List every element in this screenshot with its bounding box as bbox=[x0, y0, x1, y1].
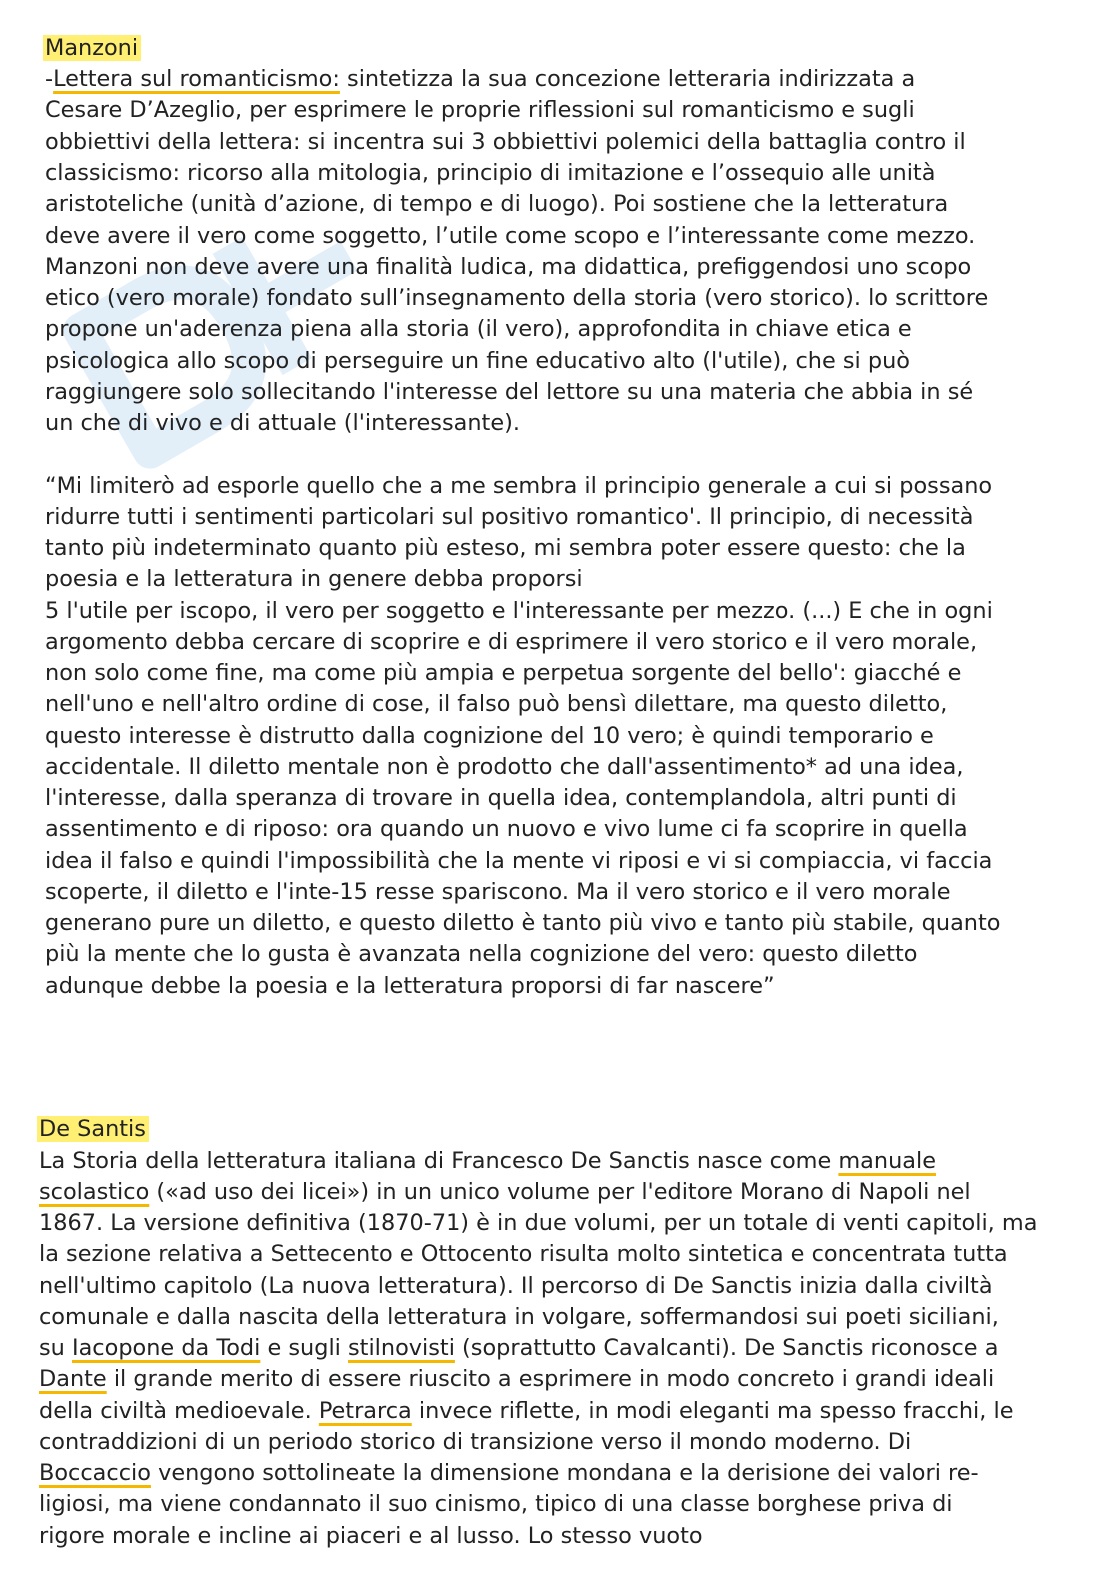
text-line: nell'ultimo capitolo (La nuova letteratura). Il percorso di De Sanctis inizia dalla civiltà bbox=[39, 1273, 993, 1299]
text-line: raggiungere solo sollecitando l'interesse del lettore su una materia che abbia in sé bbox=[45, 379, 974, 405]
text-line: assentimento e di riposo: ora quando un nuovo e vivo lume ci fa scoprire in quella bbox=[45, 816, 968, 842]
text-line: “Mi limiterò ad esporle quello che a me sembra il principio generale a cui si possano bbox=[45, 473, 993, 499]
underlined-term: scolastico bbox=[39, 1179, 150, 1205]
text-line: deve avere il vero come soggetto, l’utile come scopo e l’interessante come mezzo. bbox=[45, 223, 976, 249]
text-line: generano pure un diletto, e questo diletto è tanto più vivo e tanto più stabile, quanto bbox=[45, 910, 1001, 936]
text-line: 5 l'utile per iscopo, il vero per soggetto e l'interessante per mezzo. (...) E che in ogni bbox=[45, 598, 993, 624]
heading-manzoni: Manzoni bbox=[45, 33, 141, 64]
text-line: più la mente che lo gusta è avanzata nella cognizione del vero: questo diletto bbox=[45, 941, 918, 967]
text-line: ligiosi, ma viene condannato il suo cinismo, tipico di una classe borghese priva di bbox=[39, 1491, 953, 1517]
text-line: comunale e dalla nascita della letteratura in volgare, soffermandosi sui poeti siciliani, bbox=[39, 1304, 999, 1330]
text-line: Cesare D’Azeglio, per esprimere le proprie riflessioni sul romanticismo e sugli bbox=[45, 97, 915, 123]
text-line: non solo come fine, ma come più ampia e perpetua sorgente del bello': giacché e bbox=[45, 660, 962, 686]
heading-de-santis: De Santis bbox=[39, 1114, 149, 1145]
text-line: idea il falso e quindi l'impossibilità che la mente vi riposi e vi si compiaccia, vi faccia bbox=[45, 848, 993, 874]
text-line: ridurre tutti i sentimenti particolari sul positivo romantico'. Il principio, di necessità bbox=[45, 504, 974, 530]
text-line: argomento debba cercare di scoprire e di esprimere il vero storico e il vero morale, bbox=[45, 629, 978, 655]
underlined-term: Petrarca bbox=[318, 1398, 412, 1424]
text-line: l'interesse, dalla speranza di trovare in quella idea, contemplandola, altri punti di bbox=[45, 785, 957, 811]
text-line: scolastico («ad uso dei licei») in un unico volume per l'editore Morano di Napoli nel bbox=[39, 1179, 971, 1205]
text-line: scoperte, il diletto e l'inte-15 resse spariscono. Ma il vero storico e il vero morale bbox=[45, 879, 951, 905]
text-line: aristoteliche (unità d’azione, di tempo e di luogo). Poi sostiene che la letteratura bbox=[45, 191, 949, 217]
text-line: etico (vero morale) fondato sull’insegnamento della storia (vero storico). lo scrittore bbox=[45, 285, 989, 311]
text-line: nell'uno e nell'altro ordine di cose, il falso può bensì dilettare, ma questo diletto, bbox=[45, 691, 948, 717]
text-line: tanto più indeterminato quanto più esteso, mi sembra poter essere questo: che la bbox=[45, 535, 966, 561]
text-line: Manzoni non deve avere una finalità ludica, ma didattica, prefiggendosi uno scopo bbox=[45, 254, 972, 280]
text-line: obbiettivi della lettera: si incentra sui 3 obbiettivi polemici della battaglia contro il bbox=[45, 129, 966, 155]
underlined-term: manuale bbox=[838, 1148, 937, 1174]
text-line: psicologica allo scopo di perseguire un fine educativo alto (l'utile), che si può bbox=[45, 348, 910, 374]
underlined-term: stilnovisti bbox=[348, 1335, 455, 1361]
underlined-term: Dante bbox=[39, 1366, 107, 1392]
underlined-term: Iacopone da Todi bbox=[71, 1335, 261, 1361]
text-line: -Lettera sul romanticismo: sintetizza la sua concezione letteraria indirizzata a bbox=[45, 66, 916, 92]
text-line: della civiltà medioevale. Petrarca invece riflette, in modi eleganti ma spesso fracchi, le bbox=[39, 1398, 1014, 1424]
text-line: 1867. La versione definitiva (1870-71) è in due volumi, per un totale di venti capitoli, ma bbox=[39, 1210, 1038, 1236]
underlined-term: Lettera sul romanticismo: bbox=[53, 66, 340, 92]
text-line: rigore morale e incline ai piaceri e al lusso. Lo stesso vuoto bbox=[39, 1523, 703, 1549]
text-line: Boccaccio vengono sottolineate la dimensione mondana e la derisione dei valori re- bbox=[39, 1460, 979, 1486]
text-line: su Iacopone da Todi e sugli stilnovisti (soprattutto Cavalcanti). De Sanctis riconosce a bbox=[39, 1335, 999, 1361]
underlined-term: Boccaccio bbox=[39, 1460, 151, 1486]
text-line: classicismo: ricorso alla mitologia, principio di imitazione e l’ossequio alle unità bbox=[45, 160, 936, 186]
text-line: contraddizioni di un periodo storico di transizione verso il mondo moderno. Di bbox=[39, 1429, 912, 1455]
text-line: questo interesse è distrutto dalla cognizione del 10 vero; è quindi temporario e bbox=[45, 723, 934, 749]
text-line: La Storia della letteratura italiana di Francesco De Sanctis nasce come manuale bbox=[39, 1148, 937, 1174]
text-line: un che di vivo e di attuale (l'interessante). bbox=[45, 410, 520, 436]
text-line: adunque debbe la poesia e la letteratura proporsi di far nascere” bbox=[45, 973, 775, 999]
text-line: poesia e la letteratura in genere debba proporsi bbox=[45, 566, 583, 592]
text-line: la sezione relativa a Settecento e Ottocento risulta molto sintetica e concentrata tutta bbox=[39, 1241, 1008, 1267]
text-line: propone un'aderenza piena alla storia (il vero), approfondita in chiave etica e bbox=[45, 316, 912, 342]
text-line: Dante il grande merito di essere riuscito a esprimere in modo concreto i grandi ideali bbox=[39, 1366, 995, 1392]
text-line: accidentale. Il diletto mentale non è prodotto che dall'assentimento* ad una idea, bbox=[45, 754, 964, 780]
